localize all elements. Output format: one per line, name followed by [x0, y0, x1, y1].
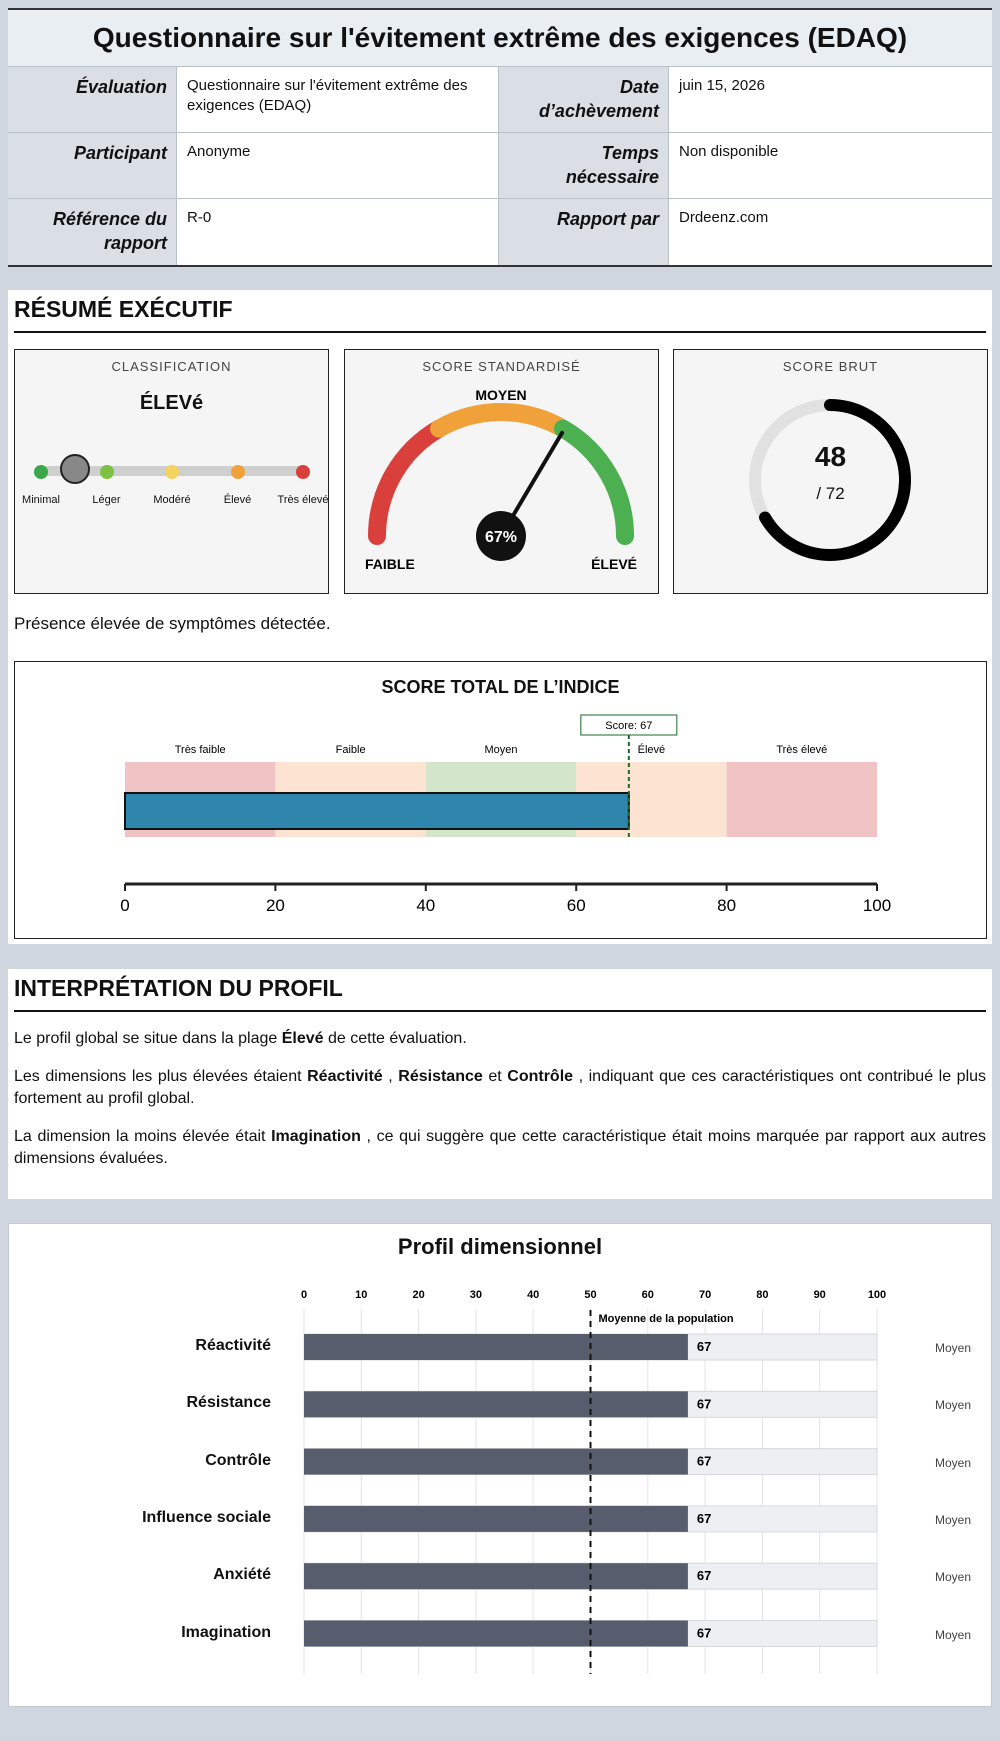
interpretation-paragraph-1 [14, 1028, 986, 1050]
meta-value-evaluation: Questionnaire sur l'évitement extrême des exigences (EDAQ) [177, 67, 499, 133]
profile-category-label: Résistance [186, 1394, 271, 1412]
profile-tick-label: 50 [584, 1289, 597, 1301]
p2-text-a: Les dimensions les plus élevées étaient [14, 1068, 308, 1085]
profile-level-label: Moyen [935, 1455, 972, 1470]
interpretation-title: INTERPRÉTATION DU PROFIL [14, 969, 986, 1012]
gauge-right-label: ÉLEVÉ [591, 556, 637, 572]
meta-table [8, 67, 992, 265]
classification-level-label: Léger [92, 494, 121, 506]
p2-dim-3: Contrôle [507, 1068, 574, 1085]
profile-bar-value: 67 [696, 1625, 712, 1641]
p2-text-c: , [382, 1068, 399, 1085]
dimension-profile-chart [9, 1224, 991, 1706]
classification-level-label: Élevé [223, 494, 252, 506]
gauge-arc-mid [439, 412, 563, 429]
profile-tick-label: 0 [300, 1289, 308, 1301]
classification-level-dot [100, 465, 114, 479]
index-tick-label: 40 [416, 896, 436, 915]
classification-level-label: Minimal [22, 494, 60, 506]
interpretation-paragraph-3 [14, 1126, 986, 1170]
p3-text-a: La dimension la moins élevée était [14, 1128, 272, 1145]
p1-text-a: Le profil global se situe dans la plage [14, 1030, 282, 1047]
profile-tick-label: 90 [813, 1289, 826, 1301]
profile-bar [304, 1621, 688, 1647]
interpretation-section [8, 969, 992, 1199]
interpretation-paragraph-2 [14, 1066, 986, 1110]
summary-text: Présence élevée de symptômes détectée. [14, 614, 331, 633]
gauge-arc-low [377, 429, 439, 536]
p2-dim-2: Résistance [398, 1068, 483, 1085]
meta-value-reference: R-0 [177, 199, 499, 265]
index-band-label: Faible [335, 744, 366, 756]
executive-summary-section [8, 290, 992, 944]
index-band-label: Élevé [637, 744, 666, 756]
classification-value: ÉLEVé [139, 392, 204, 414]
profile-tick-label: 10 [355, 1289, 368, 1301]
index-band [727, 762, 877, 837]
classification-level-dot [231, 465, 245, 479]
p2-text-g: , indiquant que ces caractéristiques ont contribué le plus fortement au profil global. [14, 1068, 987, 1107]
profile-tick-label: 70 [698, 1289, 712, 1301]
profile-level-label: Moyen [935, 1570, 972, 1585]
profile-bar-value: 67 [696, 1568, 712, 1584]
profile-bar [304, 1563, 688, 1589]
gauge-top-label: MOYEN [475, 387, 527, 403]
raw-score-card-title: SCORE BRUT [782, 359, 879, 374]
classification-level-label: Modéré [153, 494, 191, 506]
classification-level-dot [34, 465, 48, 479]
profile-category-label: Anxiété [213, 1566, 271, 1584]
classification-level-dot [296, 465, 310, 479]
index-tick-label: 0 [120, 896, 130, 915]
profile-bar-value: 67 [696, 1339, 712, 1354]
dimension-profile-section [8, 1223, 992, 1707]
index-chart-box [14, 661, 987, 939]
profile-tick-label: 80 [756, 1289, 769, 1301]
meta-label-date: Date d’achèvement [499, 67, 669, 133]
profile-tick-label: 100 [867, 1289, 887, 1301]
index-band-label: Moyen [484, 744, 518, 756]
standard-score-card-title: SCORE STANDARDISÉ [422, 359, 581, 374]
raw-score-ring-fill [765, 405, 905, 555]
index-score-label: Score: 67 [605, 720, 653, 732]
profile-tick-label: 20 [412, 1289, 425, 1301]
p3-dim: Imagination [271, 1128, 361, 1145]
profile-category-label: Influence sociale [142, 1508, 271, 1526]
profile-level-label: Moyen [935, 1627, 972, 1642]
classification-marker [60, 454, 90, 484]
profile-category-label: Contrôle [205, 1451, 271, 1469]
p3-text-c: , ce qui suggère que cette caractéristique était moins marquée par rapport aux autres dimensions évaluées. [14, 1128, 986, 1167]
profile-category-label: Réactivité [195, 1337, 271, 1354]
index-tick-label: 20 [265, 896, 285, 915]
profile-bar [304, 1334, 688, 1360]
raw-score-value: 48 [814, 441, 847, 472]
meta-value-date: juin 15, 2026 [669, 67, 992, 133]
dimension-profile-title: Profil dimensionnel [397, 1234, 603, 1259]
meta-value-report-by: Drdeenz.com [669, 199, 992, 265]
gauge-chart [345, 372, 658, 592]
p1-level: Élevé [281, 1030, 324, 1047]
index-band-label: Très faible [174, 744, 226, 756]
profile-bar-value: 67 [696, 1396, 712, 1412]
meta-label-evaluation: Évaluation [8, 67, 177, 133]
gauge-left-label: FAIBLE [365, 556, 415, 572]
profile-tick-label: 60 [641, 1289, 654, 1301]
index-tick-label: 100 [862, 896, 892, 915]
index-bar [125, 793, 629, 829]
profile-bar-value: 67 [696, 1453, 712, 1469]
gauge-arc-high [563, 429, 625, 536]
standard-score-card [344, 349, 659, 594]
title-bar [8, 10, 992, 67]
profile-tick-label: 40 [527, 1289, 540, 1301]
p1-text-c: de cette évaluation. [323, 1030, 467, 1047]
raw-score-max: / 72 [816, 484, 845, 503]
executive-summary-title: RÉSUMÉ EXÉCUTIF [14, 290, 986, 333]
index-tick-label: 80 [717, 896, 737, 915]
profile-level-label: Moyen [935, 1341, 972, 1355]
meta-label-reference: Référence du rapport [8, 199, 177, 265]
report-header [8, 8, 992, 267]
profile-category-label: Imagination [181, 1623, 271, 1641]
index-chart-title: SCORE TOTAL DE L’INDICE [381, 677, 620, 697]
raw-score-card [673, 349, 988, 594]
profile-bar-value: 67 [696, 1510, 712, 1526]
meta-value-time: Non disponible [669, 133, 992, 199]
raw-score-ring [674, 372, 987, 592]
profile-bar [304, 1506, 688, 1532]
p2-text-e: et [482, 1068, 508, 1085]
index-tick-label: 60 [566, 896, 586, 915]
classification-card-title: CLASSIFICATION [111, 359, 232, 374]
classification-card [14, 349, 329, 594]
gauge-value: 67% [484, 529, 518, 546]
classification-level-dot [165, 465, 179, 479]
index-chart [15, 662, 986, 938]
index-band-label: Très élevé [776, 744, 828, 756]
meta-value-participant: Anonyme [177, 133, 499, 199]
meta-label-time: Temps nécessaire [499, 133, 669, 199]
profile-tick-label: 30 [469, 1289, 483, 1301]
meta-label-report-by: Rapport par [499, 199, 669, 265]
profile-bar [304, 1449, 688, 1475]
p2-dim-1: Réactivité [307, 1068, 383, 1085]
report-title: Questionnaire sur l'évitement extrême des exigences (EDAQ) [92, 22, 908, 53]
meta-label-participant: Participant [8, 133, 177, 199]
classification-level-label: Très élevé [277, 494, 329, 506]
profile-level-label: Moyen [935, 1398, 972, 1413]
profile-bar [304, 1391, 688, 1417]
population-mean-label: Moyenne de la population [598, 1313, 734, 1325]
profile-level-label: Moyen [935, 1512, 972, 1527]
